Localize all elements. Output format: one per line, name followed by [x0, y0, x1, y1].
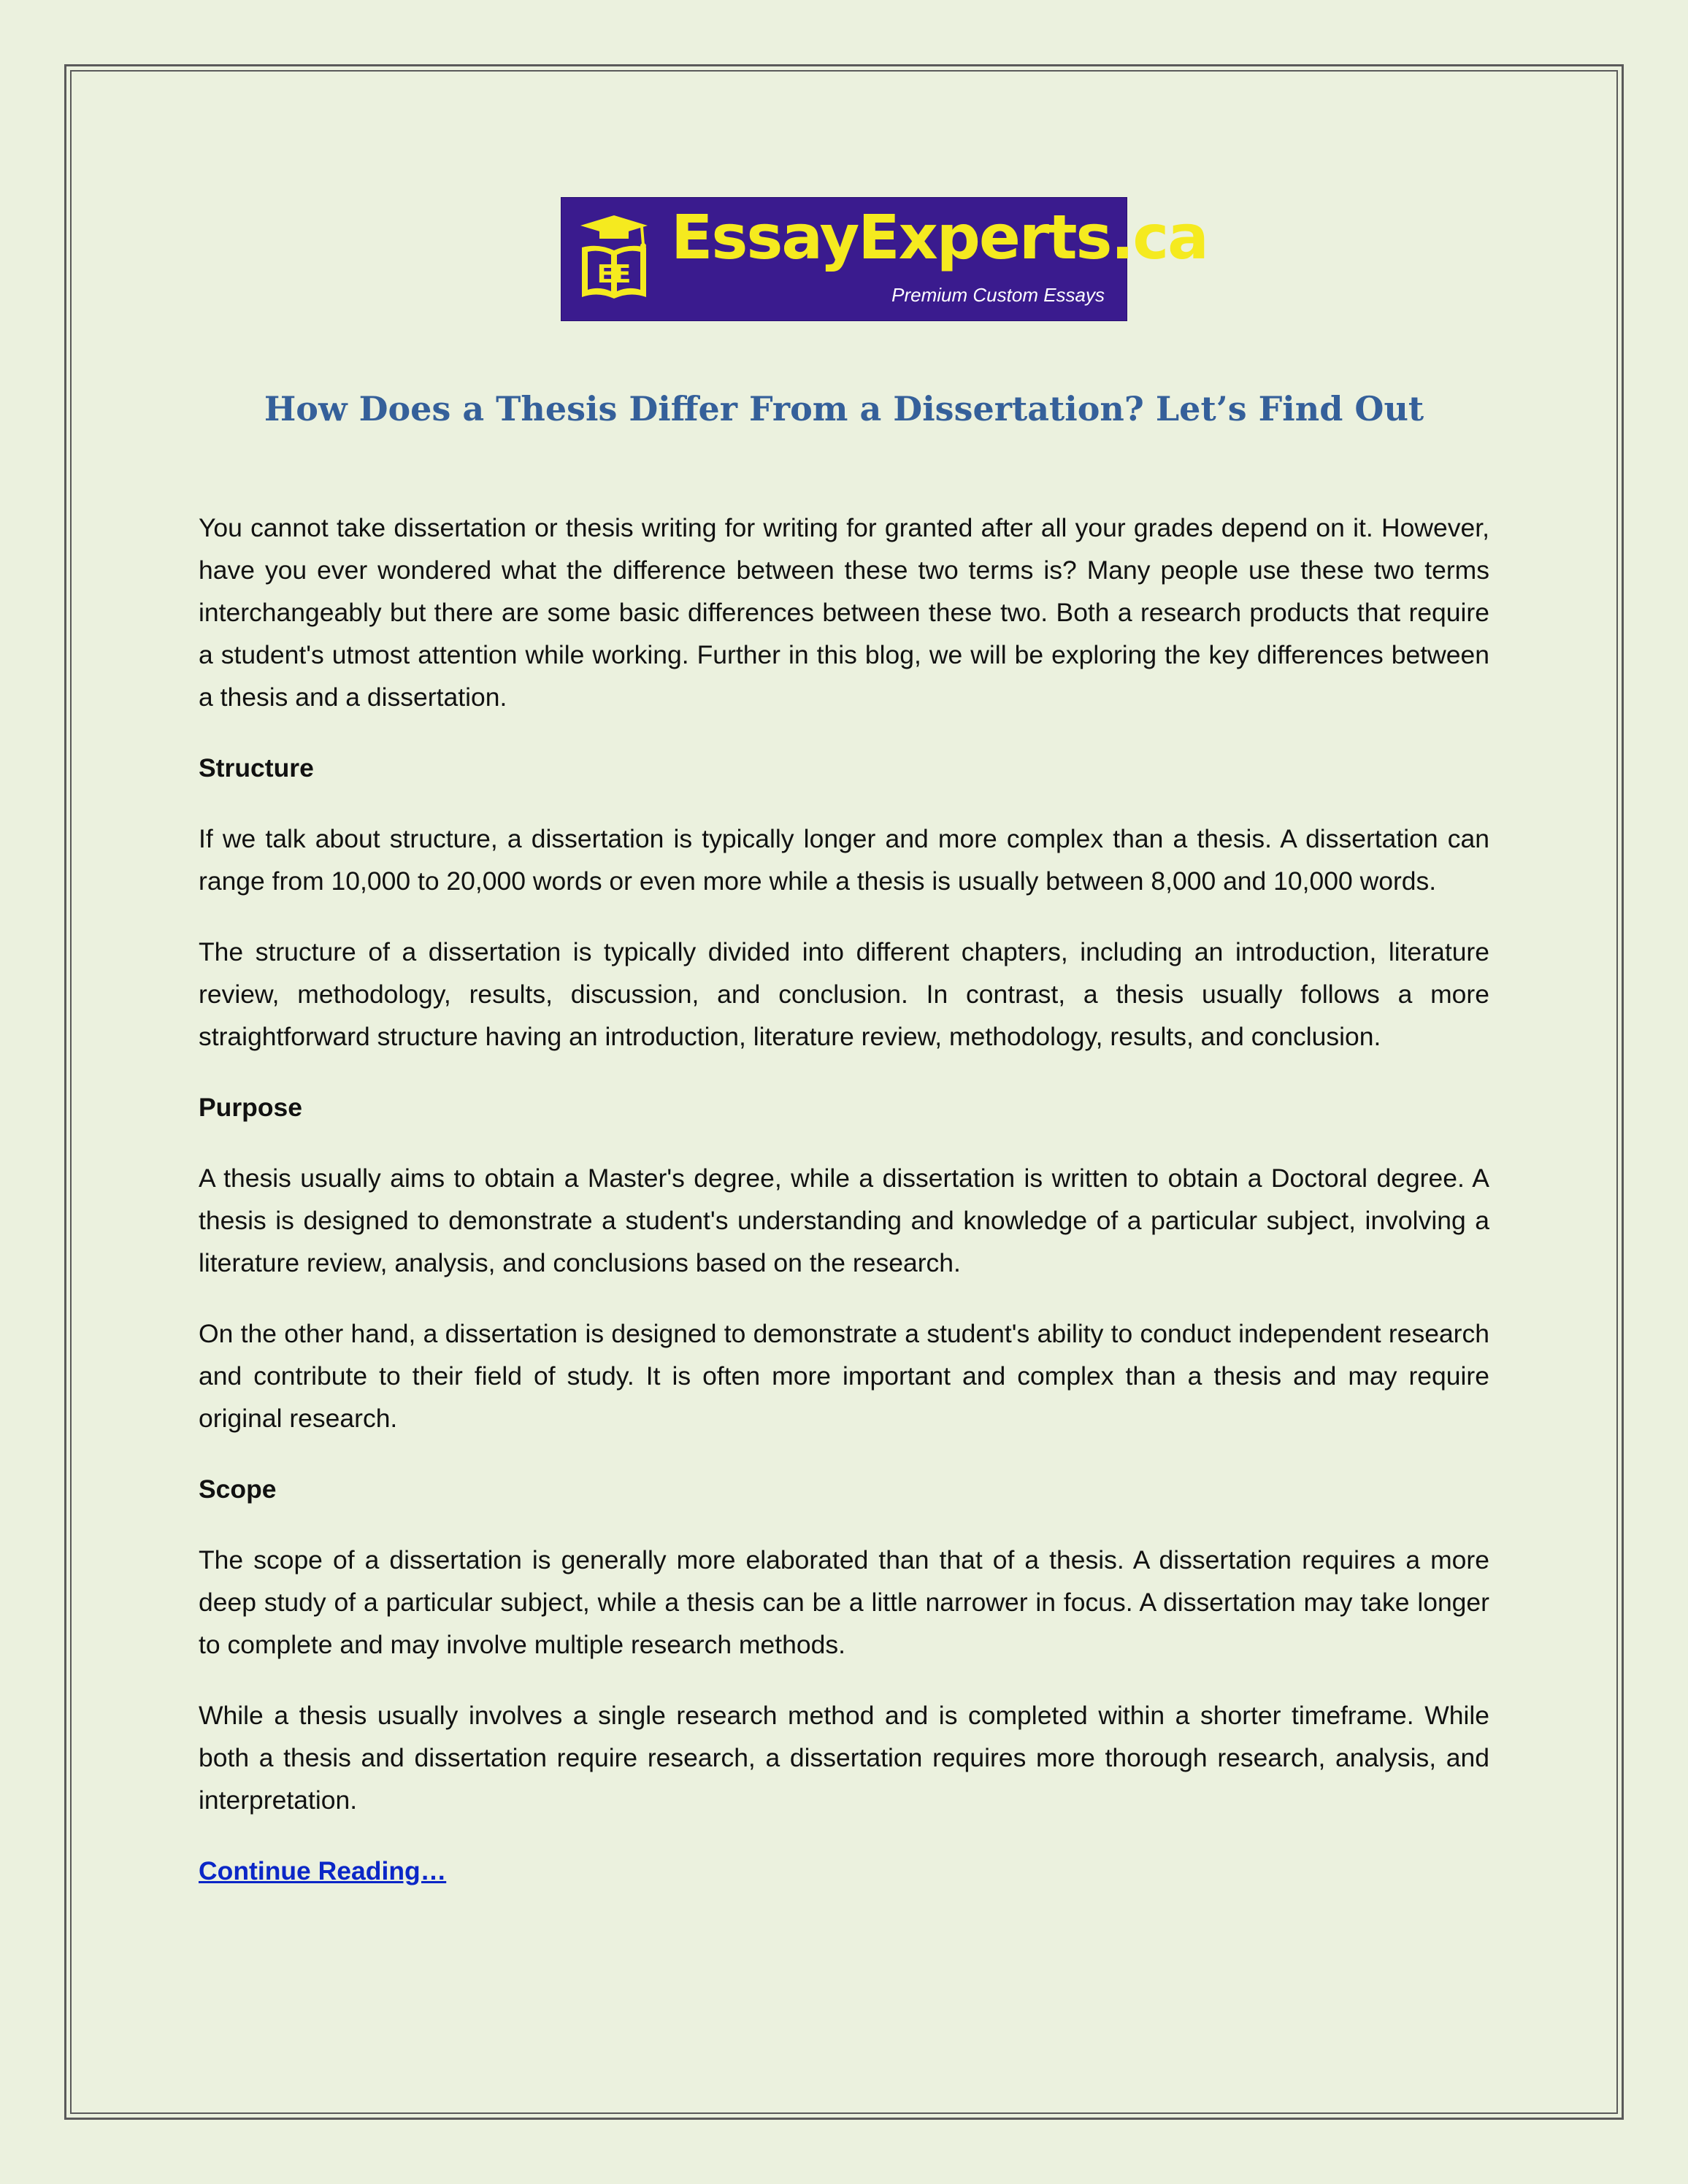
intro-paragraph: You cannot take dissertation or thesis writing for writing for granted after all your grades depend on it. However, have you ever wondered what the difference between these two terms is? Many people use these two terms interchangeably but there are some basic differences between these two. Both a research products that require a student's utmost attention while working. Further in this blog, we will be exploring the key differences between a thesis and a dissertation. [199, 513, 1489, 712]
logo-badge-text: EE [596, 260, 632, 289]
graduation-cap-book-icon [578, 215, 651, 304]
section-heading-purpose: Purpose [199, 1093, 303, 1122]
purpose-paragraph-2: On the other hand, a dissertation is designed to demonstrate a student's ability to conduct independent research and contribute to their field of study. It is often more important and complex than a thesis and may require original research. [199, 1319, 1489, 1433]
scope-paragraph-1: The scope of a dissertation is generally more elaborated than that of a thesis. A dissertation requires a more deep study of a particular subject, while a thesis can be a little narrower in focus. A dissertation may take longer to complete and may involve multiple research methods. [199, 1545, 1489, 1659]
structure-paragraph-2: The structure of a dissertation is typically divided into different chapters, including an introduction, literature review, methodology, results, discussion, and conclusion. In contrast, a thesis usually follows a more straightforward structure having an introduction, literature review, methodology, results, and conclusion. [199, 937, 1489, 1051]
continue-reading-link[interactable]: Continue Reading… [199, 1856, 447, 1885]
essayexperts-logo [561, 197, 1208, 321]
section-heading-structure: Structure [199, 753, 314, 783]
logo-tagline: Premium Custom Essays [891, 284, 1105, 306]
section-heading-scope: Scope [199, 1474, 277, 1504]
scope-paragraph-2: While a thesis usually involves a single research method and is completed within a shorter timeframe. While both a thesis and dissertation require research, a dissertation requires more thorough research, analysis, and interpretation. [199, 1701, 1489, 1815]
logo-brand-name: EssayExperts.ca [671, 201, 1208, 273]
purpose-paragraph-1: A thesis usually aims to obtain a Master's degree, while a dissertation is written to obtain a Doctoral degree. A thesis is designed to demonstrate a student's understanding and knowledge of a particular subject, involving a literature review, analysis, and conclusions based on the research. [199, 1164, 1489, 1277]
structure-paragraph-1: If we talk about structure, a dissertation is typically longer and more complex than a thesis. A dissertation can range from 10,000 to 20,000 words or even more while a thesis is usually between 8,000 and 10,000 words. [199, 824, 1489, 896]
article-body [199, 507, 1489, 1892]
document-title: How Does a Thesis Differ From a Dissertation? Let’s Find Out [264, 389, 1424, 428]
